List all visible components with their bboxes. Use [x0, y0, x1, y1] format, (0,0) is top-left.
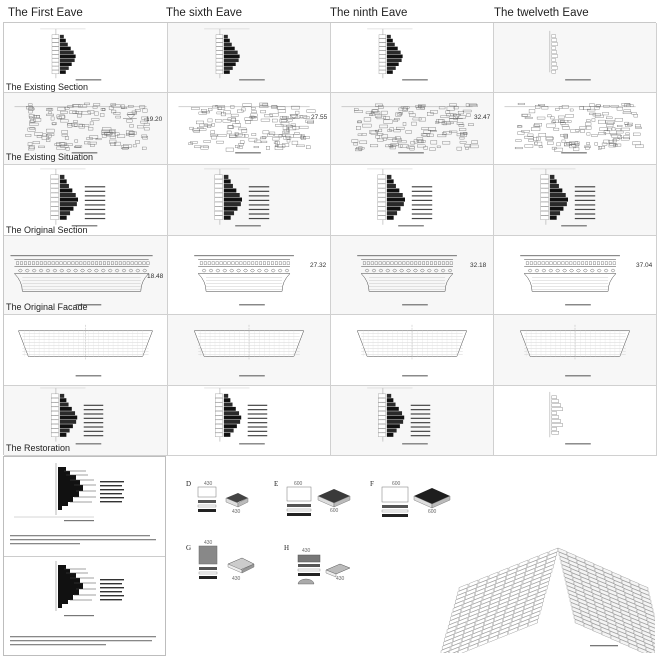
cell-restoration-twelveth	[494, 386, 657, 456]
elevation-ninth-existing: 32.47	[474, 114, 491, 121]
restoration-detail-lower	[4, 557, 165, 655]
brick-label-h: H	[284, 544, 290, 552]
drawing-facade-plan-twelveth	[494, 315, 656, 385]
cell-restoration-ninth	[331, 386, 494, 456]
row-label-existing-section: The Existing Section	[6, 82, 89, 92]
cell-facade-plan-sixth	[168, 315, 331, 386]
restoration-detail-upper	[4, 457, 165, 557]
drawing-original-facade-ninth	[331, 236, 493, 314]
brick-label-d: D	[186, 480, 192, 488]
elevation-sixth-facade: 27.32	[310, 262, 327, 269]
cell-facade-plan-first	[4, 315, 168, 386]
brick-d-dim-side: 430	[232, 509, 241, 515]
brick-specimen-h	[282, 540, 372, 590]
column-title-sixth-eave: The sixth Eave	[166, 7, 243, 19]
drawing-existing-situation-ninth	[331, 93, 493, 164]
drawing-facade-plan-first	[4, 315, 167, 385]
cell-restoration-sixth	[168, 386, 331, 456]
brick-h-dim-side: 430	[336, 576, 345, 582]
drawing-existing-situation-twelveth	[494, 93, 656, 164]
brick-g-dim-top: 430	[204, 540, 213, 546]
cell-facade-plan-twelveth	[494, 315, 657, 386]
brick-e-dim-top: 600	[294, 481, 303, 487]
brick-f-dim-side: 600	[428, 509, 437, 515]
column-title-twelveth-eave: The twelveth Eave	[494, 7, 589, 19]
elevation-twelveth-facade: 37.04	[636, 262, 653, 269]
brick-specimen-g	[186, 540, 276, 590]
elevation-first-facade: 18.48	[147, 273, 164, 280]
drawing-existing-section-sixth	[168, 23, 330, 92]
cell-existing-section-sixth	[168, 23, 331, 93]
drawing-restoration-sixth	[168, 386, 330, 455]
brick-g-dim-side: 430	[232, 576, 241, 582]
brick-label-g: G	[186, 544, 192, 552]
cell-original-section-sixth	[168, 165, 331, 236]
drawing-original-section-sixth	[168, 165, 330, 235]
cell-existing-situation-twelveth	[494, 93, 657, 165]
eave-drawing-grid	[3, 22, 656, 455]
restoration-detail-panels	[3, 456, 166, 656]
elevation-first-existing: 19.20	[146, 116, 163, 123]
drawing-facade-plan-sixth	[168, 315, 330, 385]
column-title-first-eave: The First Eave	[8, 7, 83, 19]
drawing-existing-section-twelveth	[494, 23, 656, 92]
cell-original-section-ninth	[331, 165, 494, 236]
cell-original-facade-twelveth	[494, 236, 657, 315]
drawing-original-facade-sixth	[168, 236, 330, 314]
drawing-original-section-ninth	[331, 165, 493, 235]
cell-existing-situation-ninth	[331, 93, 494, 165]
drawing-restoration-twelveth	[494, 386, 656, 455]
row-label-existing-situation: The Existing Situation	[6, 152, 94, 162]
drawing-original-section-twelveth	[494, 165, 656, 235]
brick-label-f: F	[370, 480, 374, 488]
brick-specimen-e	[274, 478, 364, 528]
drawing-facade-plan-ninth	[331, 315, 493, 385]
cell-original-facade-sixth	[168, 236, 331, 315]
cell-existing-section-twelveth	[494, 23, 657, 93]
drawing-existing-section-ninth	[331, 23, 493, 92]
brick-d-dim-top: 430	[204, 481, 213, 487]
brick-f-dim-top: 600	[392, 481, 401, 487]
elevation-sixth-existing: 27.55	[311, 114, 328, 121]
brick-specimen-d	[186, 478, 266, 528]
brick-specimen-f	[370, 478, 460, 528]
cell-existing-situation-sixth	[168, 93, 331, 165]
brick-e-dim-side: 600	[330, 508, 339, 514]
brick-h-dim-top: 430	[302, 548, 311, 554]
drawing-restoration-ninth	[331, 386, 493, 455]
elevation-ninth-facade: 32.18	[470, 262, 487, 269]
cell-original-section-twelveth	[494, 165, 657, 236]
cell-existing-section-ninth	[331, 23, 494, 93]
axonometric-brick-corner	[440, 528, 655, 653]
brick-label-e: E	[274, 480, 279, 488]
row-label-original-facade: The Original Facade	[6, 302, 88, 312]
drawing-original-facade-twelveth	[494, 236, 656, 314]
row-label-restoration: The Restoration	[6, 443, 71, 453]
row-label-original-section: The Original Section	[6, 225, 88, 235]
cell-facade-plan-ninth	[331, 315, 494, 386]
cell-original-facade-ninth	[331, 236, 494, 315]
column-title-ninth-eave: The ninth Eave	[330, 7, 408, 19]
drawing-existing-situation-sixth	[168, 93, 330, 164]
